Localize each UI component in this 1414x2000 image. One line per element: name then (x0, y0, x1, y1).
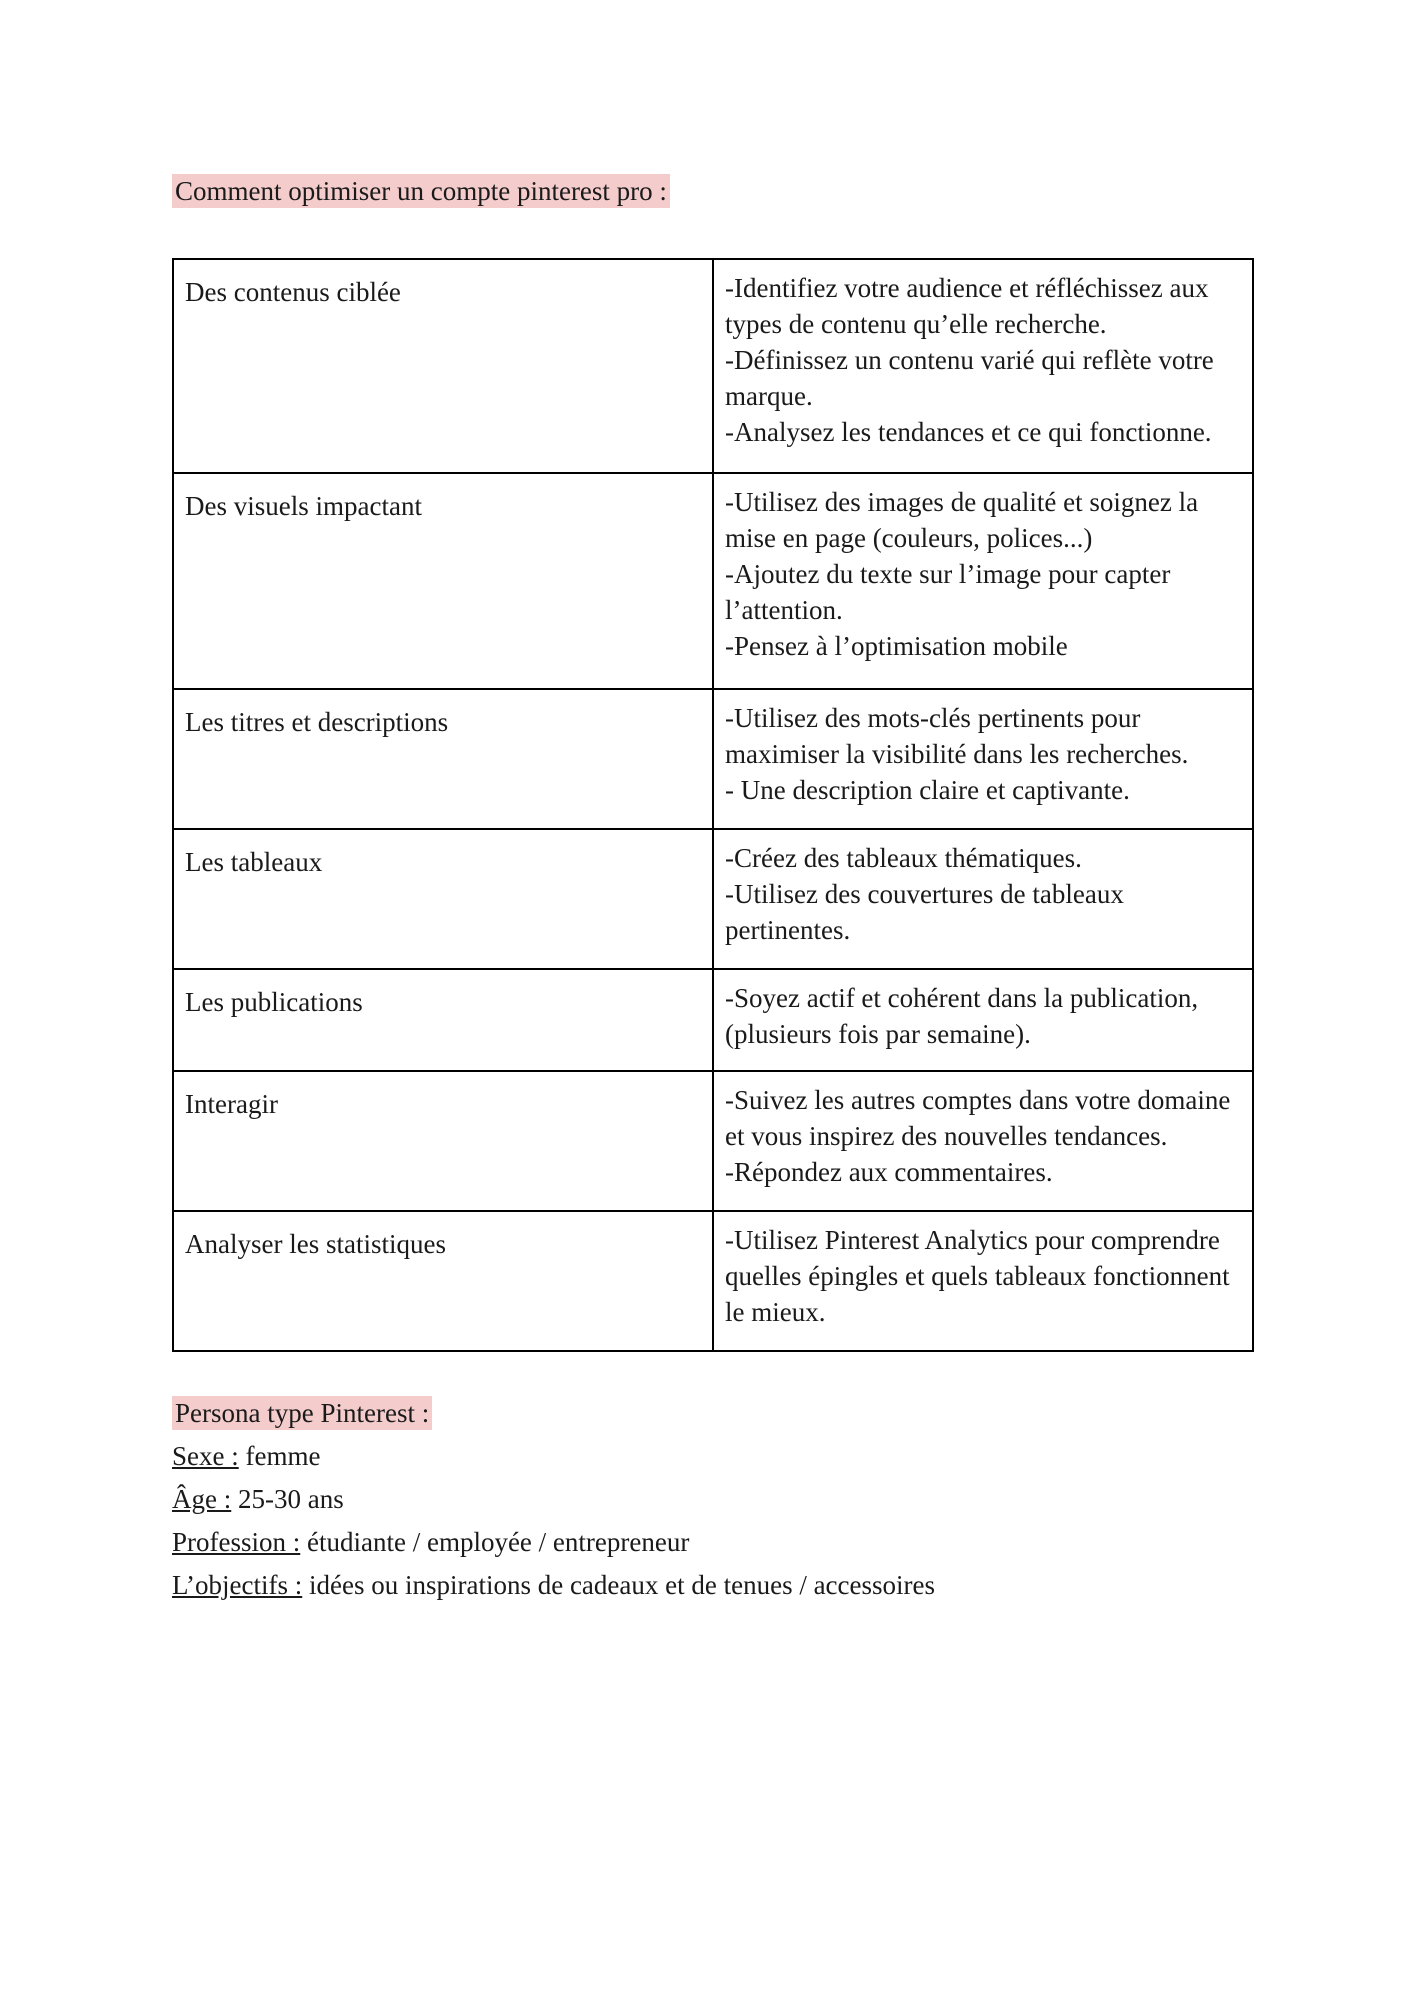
field-label: Sexe : (172, 1441, 239, 1471)
persona-field-objectifs (172, 1564, 935, 1607)
description-line: -Pensez à l’optimisation mobile (725, 631, 1068, 661)
table-row (173, 829, 1253, 969)
persona-field-sexe (172, 1435, 935, 1478)
row-description (713, 829, 1253, 969)
persona-field-profession (172, 1521, 935, 1564)
description-line: -Utilisez des mots-clés pertinents pour maximiser la visibilité dans les recherches. (725, 703, 1189, 769)
field-label: Profession : (172, 1527, 301, 1557)
field-value: femme (238, 1441, 321, 1471)
page-title (172, 172, 670, 210)
row-description (713, 689, 1253, 829)
persona-field-age (172, 1478, 935, 1521)
row-label: Les tableaux (173, 829, 713, 969)
description-line: -Soyez actif et cohérent dans la publication, (plusieurs fois par semaine). (725, 983, 1199, 1049)
row-label: Les publications (173, 969, 713, 1071)
row-description (713, 1211, 1253, 1351)
persona-section (172, 1392, 935, 1607)
field-value: idées ou inspirations de cadeaux et de tenues / accessoires (302, 1570, 936, 1600)
row-label: Analyser les statistiques (173, 1211, 713, 1351)
description-line: -Créez des tableaux thématiques. (725, 843, 1082, 873)
row-label: Les titres et descriptions (173, 689, 713, 829)
description-line: -Utilisez des couvertures de tableaux pertinentes. (725, 879, 1124, 945)
title-highlight: Comment optimiser un compte pinterest pro : (172, 174, 670, 208)
description-line: -Utilisez des images de qualité et soignez la mise en page (couleurs, polices...) (725, 487, 1199, 553)
table-row (173, 689, 1253, 829)
table-row (173, 473, 1253, 689)
description-line: -Suivez les autres comptes dans votre domaine et vous inspirez des nouvelles tendances. (725, 1085, 1231, 1151)
description-line: -Répondez aux commentaires. (725, 1157, 1053, 1187)
row-description (713, 259, 1253, 473)
row-label: Interagir (173, 1071, 713, 1211)
persona-heading-text: Persona type Pinterest : (172, 1396, 432, 1430)
field-label: Âge : (172, 1484, 232, 1514)
field-value: étudiante / employée / entrepreneur (300, 1527, 690, 1557)
description-line: -Utilisez Pinterest Analytics pour comprendre quelles épingles et quels tableaux fonctionnent le mieux. (725, 1225, 1230, 1327)
table-row (173, 1071, 1253, 1211)
row-description (713, 473, 1253, 689)
field-label: L’objectifs : (172, 1570, 303, 1600)
description-line: -Définissez un contenu varié qui reflète votre marque. (725, 345, 1214, 411)
table-row (173, 969, 1253, 1071)
table-row (173, 259, 1253, 473)
tips-table (172, 258, 1254, 1352)
row-label: Des visuels impactant (173, 473, 713, 689)
row-description (713, 969, 1253, 1071)
description-line: -Identifiez votre audience et réfléchissez aux types de contenu qu’elle recherche. (725, 273, 1209, 339)
persona-heading (172, 1392, 935, 1435)
description-line: - Une description claire et captivante. (725, 775, 1130, 805)
description-line: -Analysez les tendances et ce qui fonctionne. (725, 417, 1212, 447)
row-description (713, 1071, 1253, 1211)
row-label: Des contenus ciblée (173, 259, 713, 473)
field-value: 25-30 ans (231, 1484, 344, 1514)
table-row (173, 1211, 1253, 1351)
description-line: -Ajoutez du texte sur l’image pour capter l’attention. (725, 559, 1171, 625)
